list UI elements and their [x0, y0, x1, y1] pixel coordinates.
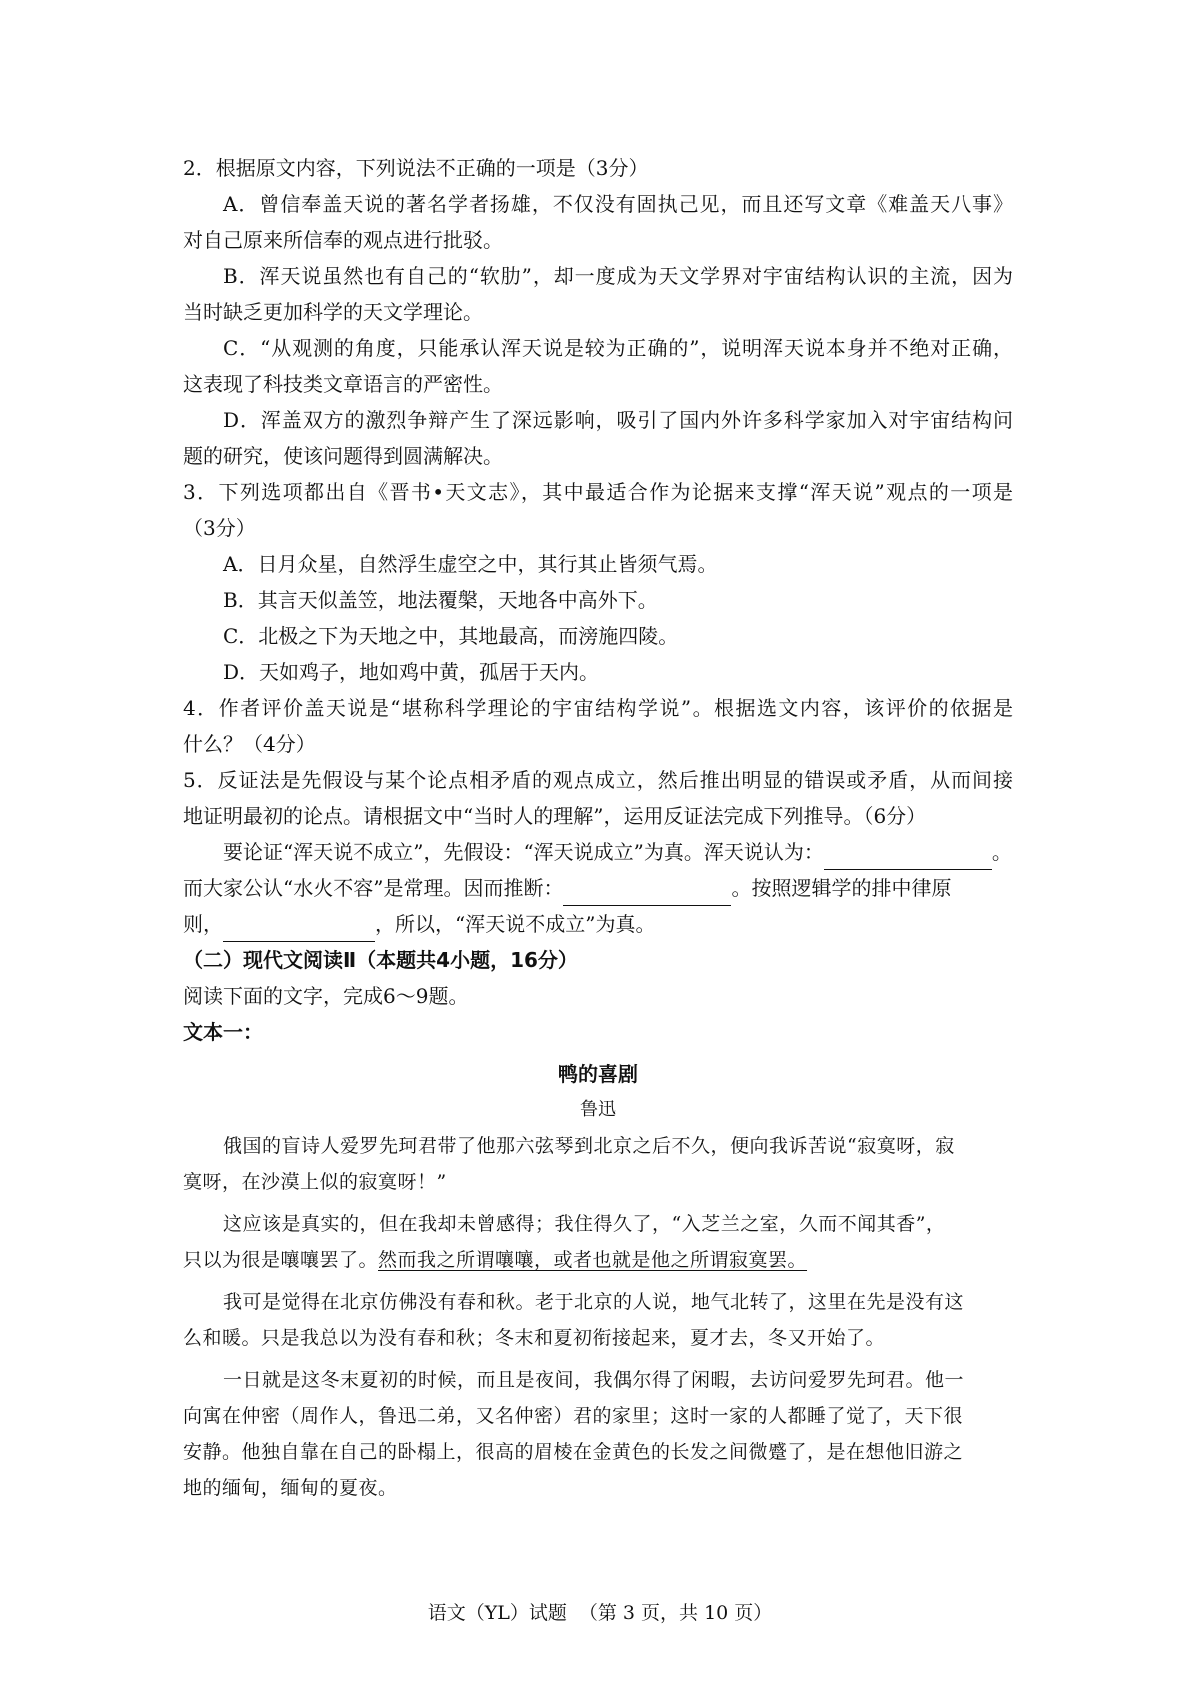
q4-line1: 4．作者评价盖天说是“堪称科学理论的宇宙结构学说”。根据选文内容，该评价的依据是	[183, 696, 1013, 720]
text-label: 文本一：	[183, 1020, 263, 1044]
q5-derivation-line1	[183, 834, 1013, 870]
story-line: 地的缅甸，缅甸的夏夜。	[183, 1477, 398, 1499]
q5-derivation-text: 要论证“浑天说不成立”，先假设：“浑天说成立”为真。浑天说认为：	[223, 840, 824, 864]
q2-option-d-line2: 题的研究，使该问题得到圆满解决。	[183, 444, 503, 468]
section-instruction: 阅读下面的文字，完成6～9题。	[183, 984, 469, 1008]
answer-blank-2[interactable]	[563, 881, 731, 906]
q2-option-c-line2: 这表现了科技类文章语言的严密性。	[183, 372, 503, 396]
q5-derivation-text: 则，	[183, 912, 223, 936]
footer-subject: 语文（YL）试题	[427, 1602, 567, 1624]
story-line: 我可是觉得在北京仿佛没有春和秋。老于北京的人说，地气北转了，这里在先是没有这	[223, 1291, 965, 1313]
underlined-sentence: 然而我之所谓嚷嚷，或者也就是他之所谓寂寞罢。	[378, 1249, 808, 1271]
q3-stem-line2: （3分）	[183, 516, 256, 540]
story-line	[183, 1242, 1013, 1278]
q5-derivation-end: 。	[991, 840, 1012, 864]
story-body	[183, 1128, 1013, 1506]
q5-derivation-text: 。按照逻辑学的排中律原	[731, 876, 952, 900]
q5-derivation-line2	[183, 870, 1013, 906]
story-author: 鲁迅	[580, 1099, 616, 1120]
q3-option-c: C．北极之下为天地之中，其地最高，而滂施四陵。	[223, 624, 679, 648]
story-line: 一日就是这冬末夏初的时候，而且是夜间，我偶尔得了闲暇，去访问爱罗先珂君。他一	[223, 1369, 965, 1391]
exam-page	[183, 150, 1013, 1506]
q5-line2: 地证明最初的论点。请根据文中“当时人的理解”，运用反证法完成下列推导。（6分）	[183, 804, 927, 828]
story-line: 这应该是真实的，但在我却未曾感得；我住得久了，“入芝兰之室，久而不闻其香”，	[223, 1213, 946, 1235]
q4-line2: 什么？（4分）	[183, 732, 316, 756]
q2-option-d-line1: D．浑盖双方的激烈争辩产生了深远影响，吸引了国内外许多科学家加入对宇宙结构问	[223, 408, 1013, 432]
page-footer	[0, 1598, 1200, 1625]
story-line: 安静。他独自靠在自己的卧榻上，很高的眉棱在金黄色的长发之间微蹙了，是在想他旧游之	[183, 1441, 964, 1463]
q5-derivation-line3	[183, 906, 1013, 942]
story-line: 俄国的盲诗人爱罗先珂君带了他那六弦琴到北京之后不久，便向我诉苦说“寂寞呀，寂	[223, 1135, 955, 1157]
q5-derivation-text: ，所以，“浑天说不成立”为真。	[375, 912, 656, 936]
section-heading: （二）现代文阅读Ⅱ（本题共4小题，16分）	[183, 948, 578, 972]
q2-option-a-line1: A．曾信奉盖天说的著名学者扬雄，不仅没有固执己见，而且还写文章《难盖天八事》	[223, 192, 1013, 216]
q3-option-a: A．日月众星，自然浮生虚空之中，其行其止皆须气焉。	[223, 552, 718, 576]
q5-derivation-text: 而大家公认“水火不容”是常理。因而推断：	[183, 876, 564, 900]
q3-option-d: D．天如鸡子，地如鸡中黄，孤居于天内。	[223, 660, 600, 684]
story-line: 么和暖。只是我总以为没有春和秋；冬末和夏初衔接起来，夏才去，冬又开始了。	[183, 1327, 886, 1349]
q3-option-b: B．其言天似盖笠，地法覆槃，天地各中高外下。	[223, 588, 658, 612]
q2-stem: 2．根据原文内容，下列说法不正确的一项是（3分）	[183, 156, 649, 180]
footer-page-number: （第 3 页，共 10 页）	[578, 1602, 773, 1624]
q5-line1: 5．反证法是先假设与某个论点相矛盾的观点成立，然后推出明显的错误或矛盾，从而间接	[183, 768, 1013, 792]
q2-option-b-line1: B．浑天说虽然也有自己的“软肋”，却一度成为天文学界对宇宙结构认识的主流，因为	[223, 264, 1013, 288]
q2-option-b-line2: 当时缺乏更加科学的天文学理论。	[183, 300, 483, 324]
q2-option-a-line2: 对自己原来所信奉的观点进行批驳。	[183, 228, 503, 252]
story-line: 向寓在仲密（周作人，鲁迅二弟，又名仲密）君的家里；这时一家的人都睡了觉了，天下很	[183, 1405, 964, 1427]
q2-option-c-line1: C．“从观测的角度，只能承认浑天说是较为正确的”，说明浑天说本身并不绝对正确，	[223, 336, 1013, 360]
answer-blank-3[interactable]	[223, 917, 375, 942]
story-text: 只以为很是嚷嚷罢了。	[183, 1249, 379, 1271]
q3-stem-line1: 3．下列选项都出自《晋书•天文志》，其中最适合作为论据来支撑“浑天说”观点的一项是	[183, 480, 1013, 504]
story-title: 鸭的喜剧	[558, 1062, 638, 1086]
story-line: 寞呀，在沙漠上似的寂寞呀！”	[183, 1171, 447, 1193]
answer-blank-1[interactable]	[824, 845, 992, 870]
